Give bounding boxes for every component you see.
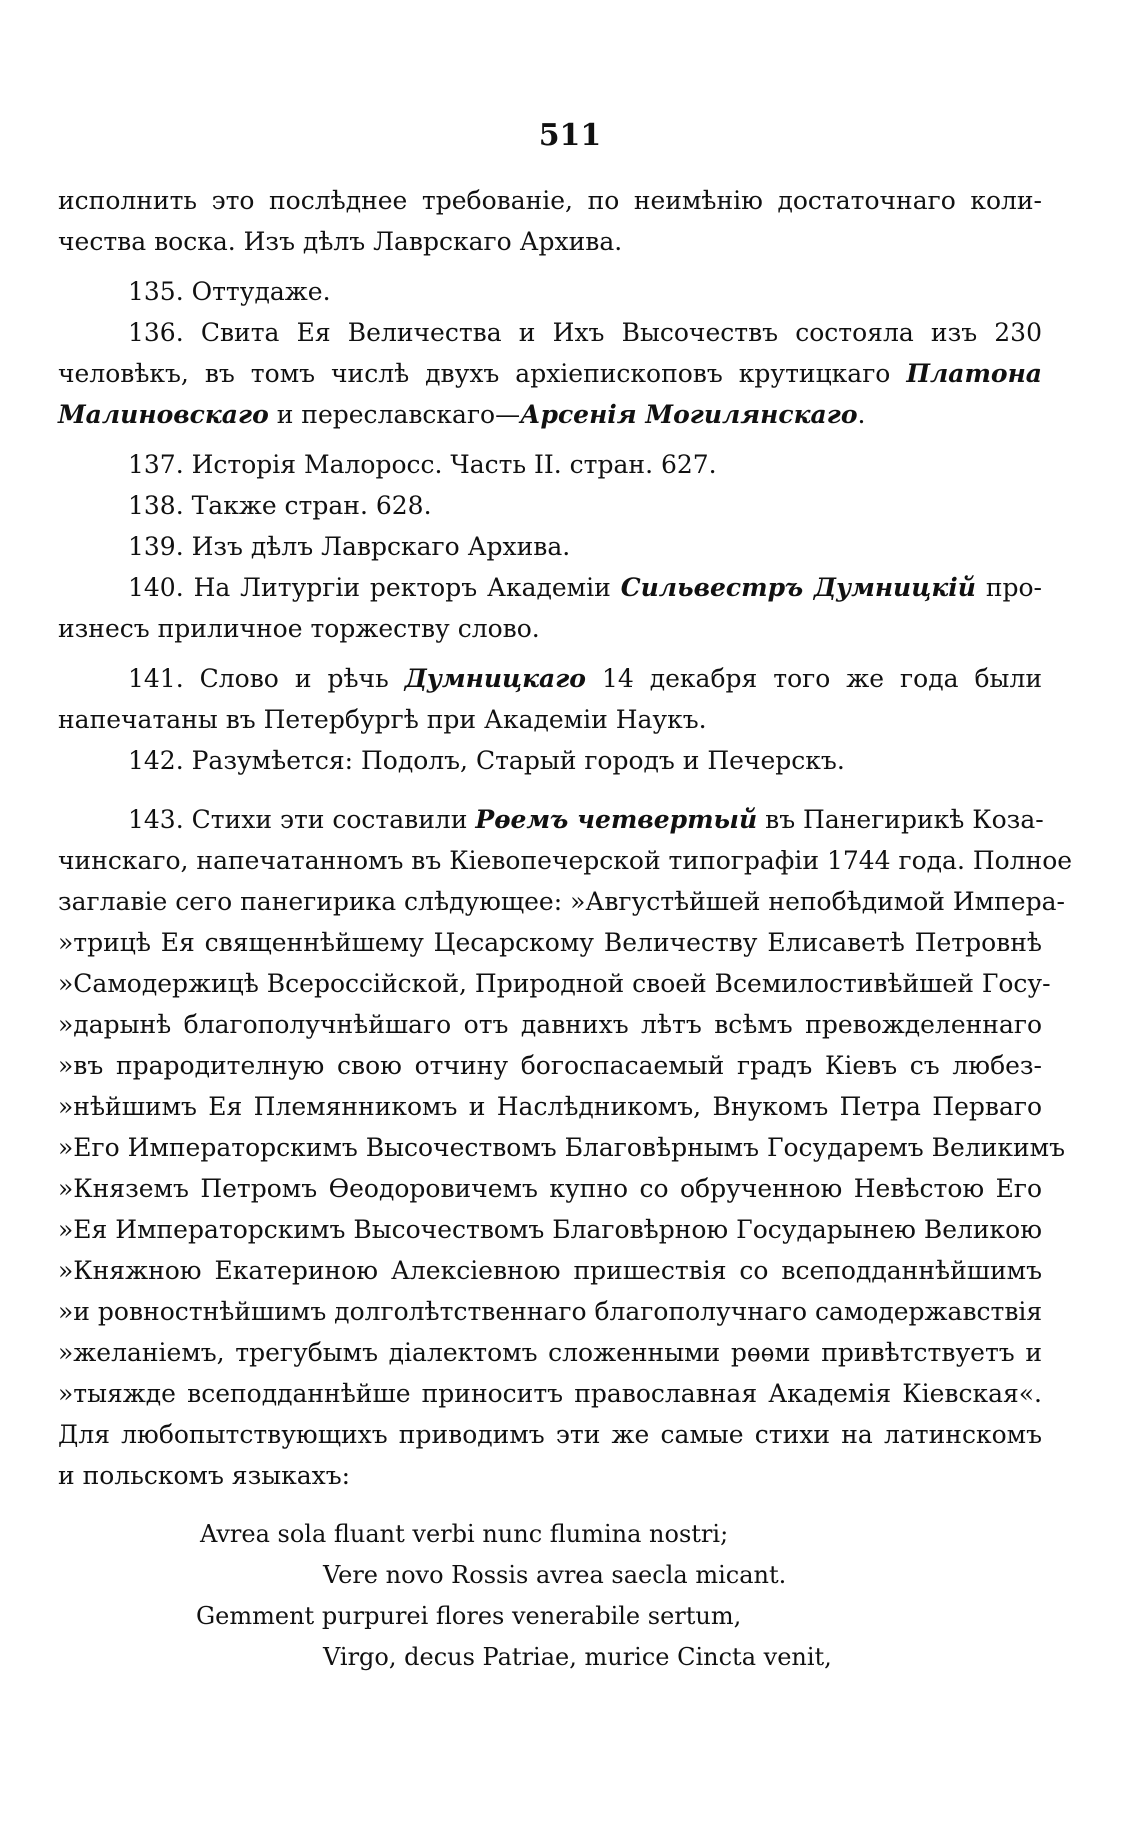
note-143 bbox=[58, 799, 1042, 840]
italic-name: Арсенія Могилянскаго bbox=[520, 400, 858, 429]
text-line: чинскаго, напечатанномъ въ Кіевопечерской типографіи 1744 года. Полное bbox=[58, 846, 1073, 875]
note-142: 142. Разумѣется: Подолъ, Старый городъ и Печерскъ. bbox=[128, 746, 845, 775]
text-line: »Самодержицѣ Всероссійской, Природной своей Всемилостивѣйшей Госу- bbox=[58, 969, 1051, 998]
text-line: Для любопытствующихъ приводимъ эти же самые стихи на латинскомъ bbox=[58, 1420, 1042, 1449]
note-141 bbox=[58, 658, 1042, 699]
text-line: »въ прародителную свою отчину богоспасаемый градъ Кіевъ съ любез- bbox=[58, 1051, 1042, 1080]
text-line bbox=[58, 394, 1042, 435]
italic-name: Думницкаго bbox=[404, 664, 586, 693]
note-138: 138. Также стран. 628. bbox=[128, 491, 432, 520]
page-number: 511 bbox=[538, 118, 602, 153]
notes-body bbox=[58, 180, 1073, 1496]
text-fragment: человѣкъ, въ томъ числѣ двухъ архіепископовъ крутицкаго bbox=[58, 359, 907, 388]
verse-line: Gemment purpurei flores venerabile sertum, bbox=[196, 1602, 742, 1630]
text-fragment: 141. Слово и рѣчь bbox=[128, 664, 405, 693]
text-fragment: 143. Стихи эти составили bbox=[128, 805, 476, 834]
text-line: »Ея Императорскимъ Высочествомъ Благовѣрною Государынею Великою bbox=[58, 1215, 1042, 1244]
note-140 bbox=[58, 567, 1042, 608]
italic-name: Малиновскаго bbox=[58, 400, 269, 429]
text-line: »Княжною Екатериною Алексіевною пришествія со всеподданнѣйшимъ bbox=[58, 1256, 1042, 1285]
note-137: 137. Исторія Малоросс. Часть II. стран. 627. bbox=[128, 450, 717, 479]
verse-line: Vere novo Rossis avrea saecla micant. bbox=[323, 1561, 787, 1589]
note-136: 136. Свита Ея Величества и Ихъ Высочествъ состояла изъ 230 bbox=[128, 318, 1042, 347]
text-line: »дарынѣ благополучнѣйшаго отъ давнихъ лѣтъ всѣмъ превожделеннаго bbox=[58, 1010, 1042, 1039]
text-line: и польскомъ языкахъ: bbox=[58, 1461, 351, 1490]
text-line: »тыяжде всеподданнѣйше приноситъ православная Академія Кіевская«. bbox=[58, 1379, 1042, 1408]
verse-line: Avrea sola fluant verbi nunc flumina nostri; bbox=[200, 1520, 729, 1548]
text-fragment: про- bbox=[975, 573, 1042, 602]
text-line: »нѣйшимъ Ея Племянникомъ и Наслѣдникомъ, Внукомъ Петра Перваго bbox=[58, 1092, 1042, 1121]
italic-name: Платона bbox=[906, 359, 1042, 388]
text-line: »и ровностнѣйшимъ долголѣтственнаго благополучнаго самодержавствія bbox=[58, 1297, 1043, 1326]
text-line: исполнить это послѣднее требованіе, по неимѣнію достаточнаго коли- bbox=[58, 186, 1042, 215]
text-line: »Княземъ Петромъ Ѳеодоровичемъ купно со обрученною Невѣстою Его bbox=[58, 1174, 1042, 1203]
latin-verse bbox=[0, 1514, 1140, 1678]
text-line: заглавіе сего панегирика слѣдующее: »Августѣйшей непобѣдимой Импера- bbox=[58, 887, 1065, 916]
text-fragment: . bbox=[857, 400, 866, 429]
note-135: 135. Оттудаже. bbox=[128, 277, 331, 306]
text-fragment: и переславскаго— bbox=[268, 400, 521, 429]
text-fragment: въ Панегирикѣ Коза- bbox=[757, 805, 1044, 834]
text-line: »желаніемъ, трегубымъ діалектомъ сложенными рѳѳми привѣтствуетъ и bbox=[58, 1338, 1042, 1367]
italic-name: Сильвестръ Думницкій bbox=[620, 573, 976, 602]
text-fragment: 140. На Литургіи ректоръ Академіи bbox=[128, 573, 621, 602]
text-line: »трицѣ Ея священнѣйшему Цесарскому Величеству Елисаветѣ Петровнѣ bbox=[58, 928, 1042, 957]
text-line: »Его Императорскимъ Высочествомъ Благовѣрнымъ Государемъ Великимъ bbox=[58, 1133, 1066, 1162]
text-fragment: 14 декабря того же года были bbox=[585, 664, 1042, 693]
text-line: чества воска. Изъ дѣлъ Лаврскаго Архива. bbox=[58, 227, 623, 256]
text-line: изнесъ приличное торжеству слово. bbox=[58, 614, 540, 643]
italic-name: Рѳемъ четвертый bbox=[475, 805, 758, 834]
text-line: напечатаны въ Петербургѣ при Академіи Наукъ. bbox=[58, 705, 707, 734]
text-line bbox=[58, 353, 1042, 394]
note-139: 139. Изъ дѣлъ Лаврскаго Архива. bbox=[128, 532, 571, 561]
verse-line: Virgo, decus Patriae, murice Cincta venit, bbox=[323, 1643, 832, 1671]
